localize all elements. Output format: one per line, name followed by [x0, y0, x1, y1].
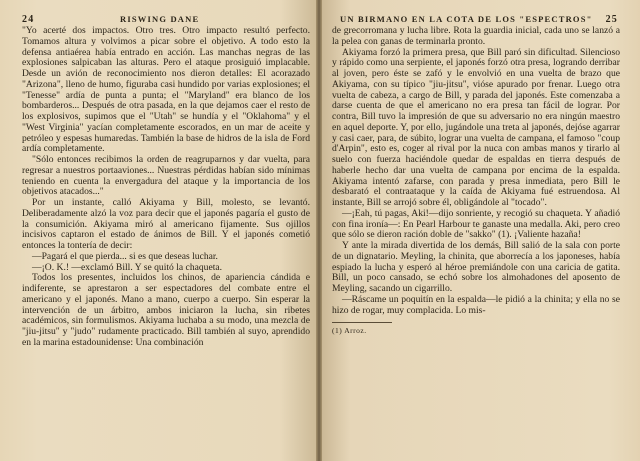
paragraph: Todos los presentes, incluidos los chinos, de apariencia cándida e indiferente, se aprestaron a ser espectadores del combate entre el americano y el japonés. Mano a mano, cuerpo a cuerpo. Sin esperar la intervención de un árbitro, ambos iniciaron la lucha, sin ribetes académicos, sin formulismos. Akiyama luchaba a su modo, una mezcla de "jiu-jitsu" y "judo" rudamente practicado. Bill también al suyo, aprendido en la marina estadounidense: Una combinación	[22, 272, 310, 348]
book-gutter	[316, 0, 322, 461]
right-page	[318, 0, 640, 461]
paragraph: —¡Eah, tú pagas, Aki!—dijo sonriente, y recogió su chaqueta. Y añadió con fina ironía—: En Pearl Harbour te ganaste una medalla. Aki, pero creo que sólo se dieron ración doble de "sakko" (1). ¡Valiente hazaña!	[332, 207, 620, 241]
footnote: (1) Arroz.	[332, 326, 367, 336]
right-running-title: UN BIRMANO EN LA COTA DE LOS "ESPECTROS"	[340, 14, 593, 24]
left-running-title: RISWING DANE	[120, 14, 200, 24]
paragraph: "Yo acerté dos impactos. Otro tres. Otro impacto resultó perfecto. Tomamos altura y volvimos a picar sobre el objetivo. A todo esto la defensa antiaérea había entrado en acción. Las manchas negras de las explosiones salpicaban las alturas. Pero el ataque prosiguió implacable. Desde un avión de reconocimiento nos dieron detalles: El acorazado "Arizona", lleno de humo, figuraba casi hundido por varias explosiones; el "Tenesse" ardía de punta a punta; el "Maryland" era blanco de los bombarderos... Después de otra pasada, en la que dejamos caer el resto de los explosivos, supimos que el "Utah" se hundía y el "Oklahoma" y el "West Virginia" yacían completamente escorados, en un mar de aceite y petróleo y espesas humaredas. También la base de hidros de la isla de Ford ardía completamente.	[22, 25, 310, 155]
left-page-body	[22, 26, 310, 349]
paragraph: Akiyama forzó la primera presa, que Bill paró sin dificultad. Silencioso y rápido como una serpiente, el japonés forzó otra presa, logrando derribar al joven, pero éste se zafó y le envolvió en una vuelta de brazo que Akiyama, con su típico "jiu-jitsu", vióse apurado por frenar. Luego otra vuelta de cabeza, a cargo de Bill, y parada del japonés. Este comenzaba a darse cuenta de que el americano no era presa tan fácil de lograr. Por contra, Bill tuvo la impresión de que su adversario no era ningún maestro en aquel deporte. Y, por ello, jugándole una treta al japonés, dejóse agarrar y casi caer, para, de súbito, lograr una vuelta de campana, el famoso "coup d'Arpin", esto es, coger al rival por la nuca con ambas manos y tirarlo al suelo con fuerza haciéndole quedar de espaldas en tierra después de haberle hecho dar una vuelta de campana por encima de la espalda. Akiyama intentó zafarse, con parada y presa inmediata, pero Bill le desbarató el contraataque y la caída de Akiyama fué estruendosa. Al instante, Bill se arrojó sobre él, obligándole al "tocado".	[332, 46, 620, 208]
left-page	[0, 0, 318, 461]
paragraph: de grecorromana y lucha libre. Rota la guardia inicial, cada uno se lanzó a la pelea con ganas de terminarla pronto.	[332, 25, 620, 47]
paragraph: "Sólo entonces recibimos la orden de reagruparnos y dar vuelta, para regresar a nuestros portaaviones... Nuestras pérdidas habían sido mínimas teniendo en cuenta la envergadura del ataque y la importancia de los objetivos atacados..."	[22, 154, 310, 198]
paragraph: —Ráscame un poquitín en la espalda—le pidió a la chinita; y ella no se hizo de rogar, muy complacida. Lo mis-	[332, 293, 620, 316]
footnote-divider	[332, 322, 392, 323]
right-page-body	[332, 26, 620, 337]
paragraph: Y ante la mirada divertida de los demás, Bill salió de la sala con porte de un dignatario. Meyling, la chinita, que aborrecía a los japoneses, había espiado la lucha y esperó al héroe premiándole con una caricia de gatita. Bill, un poco cansado, se echó sobre los almohadones del aposento de Meyling, sacando un cigarrillo.	[332, 240, 620, 294]
left-page-number: 24	[22, 14, 35, 25]
paragraph: —¡O. K.! —exclamó Bill. Y se quitó la chaqueta.	[32, 261, 223, 273]
paragraph: Por un instante, calló Akiyama y Bill, molesto, se levantó. Deliberadamente alzó la voz para decir que el japonés pagaría el gusto de la consumición. Akiyama miró al americano fijamente. Sus ojillos incisivos captaron el estado de ánimos de Bill. Y el japonés cometió entonces la tontería de decir:	[22, 197, 310, 251]
right-page-number: 25	[605, 14, 618, 25]
paragraph: —Pagará el que pierda... si es que deseas luchar.	[32, 250, 218, 262]
